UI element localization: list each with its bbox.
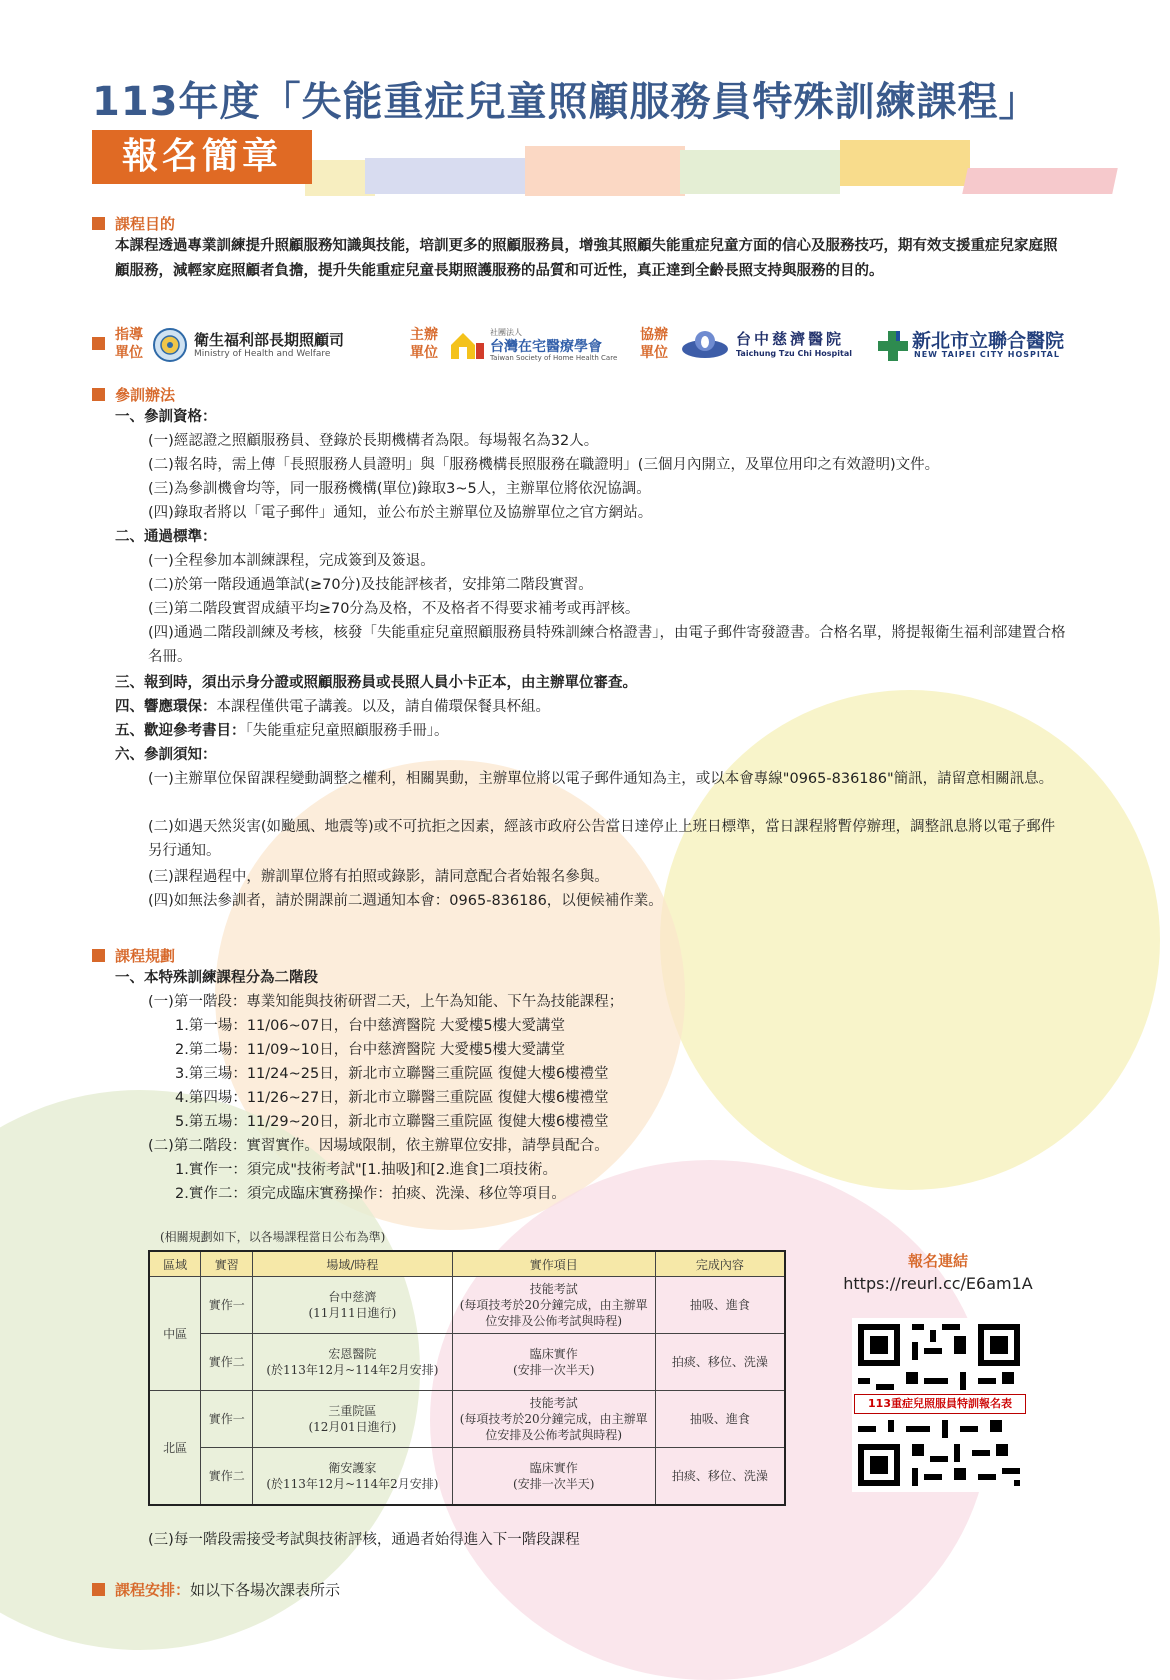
- table-note: (相關規劃如下，以各場課程當日公布為準): [160, 1230, 386, 1244]
- table-row: [149, 1334, 785, 1391]
- section-arrange-heading: 課程安排：如以下各場次課表所示: [92, 1579, 340, 1600]
- practice-schedule-table: [148, 1250, 786, 1506]
- content-cell: 拍痰、移位、洗澡: [655, 1334, 785, 1391]
- tzu-chi-logo-icon: [680, 329, 730, 359]
- method-s2-3: (三)第二階段實習成績平均≥70分為及格，不及格者不得要求補考或再評核。: [148, 601, 640, 617]
- host-unit-en: Taiwan Society of Home Health Care: [490, 354, 618, 362]
- site-cell: 台中慈濟 (11月11日進行): [253, 1277, 452, 1334]
- square-bullet-icon: [92, 949, 105, 962]
- bg-blob-yellow: [660, 690, 1160, 1190]
- item-cell: 臨床實作 (安排一次半天): [452, 1448, 655, 1506]
- session-item: 5.第五場：11/29~20日，新北市立聯醫三重院區 復健大樓6樓禮堂: [175, 1114, 609, 1130]
- item-cell: 技能考試 (每項技考於20分鐘完成，由主辦單位安排及公佈考試與時程): [452, 1277, 655, 1334]
- method-s1: 一、參訓資格：: [115, 409, 217, 425]
- table-row: [149, 1448, 785, 1506]
- co-unit-1-name: 台中慈濟醫院: [736, 330, 845, 348]
- practice-cell: 實作二: [201, 1334, 253, 1391]
- registration-badge: 報名簡章: [92, 130, 312, 184]
- ntc-hospital-cross-icon: [878, 331, 908, 361]
- co-unit-2-name: 新北市立聯合醫院: [912, 330, 1065, 352]
- method-s2-2: (二)於第一階段通過筆試(≥70分)及技能評核者，安排第二階段實習。: [148, 577, 593, 593]
- section-plan-heading: 課程規劃: [92, 945, 175, 966]
- page-title: 113年度「失能重症兒童照顧服務員特殊訓練課程」: [92, 79, 1040, 125]
- plan-p2-1: 1.實作一：須完成"技術考試"[1.抽吸]和[2.進食]二項技術。: [175, 1162, 557, 1178]
- organizer-logos: [92, 325, 1082, 365]
- method-s2-4: (四)通過二階段訓練及考核，核發「失能重症兒童照顧服務員特殊訓練合格證書」，由電子郵件寄發證書。合格名單，將提報衛生福利部建置合格名冊。: [148, 625, 1066, 665]
- header-strip-green: [680, 150, 840, 194]
- region-cell: 中區: [149, 1277, 201, 1391]
- header-strip-blue: [365, 158, 535, 194]
- practice-cell: 實作一: [201, 1391, 253, 1448]
- table-row: [149, 1277, 785, 1334]
- plan-p2: (二)第二階段：實習實作。因場域限制，依主辦單位安排，請學員配合。: [148, 1138, 609, 1154]
- mohw-logo-icon: [152, 327, 188, 363]
- method-s2: 二、通過標準：: [115, 529, 217, 545]
- guide-unit-name: 衛生福利部長期照顧司: [194, 331, 345, 349]
- co-unit-label: 協辦單位: [640, 327, 668, 361]
- session-item: 1.第一場：11/06~07日，台中慈濟醫院 大愛樓5樓大愛講堂: [175, 1018, 566, 1034]
- method-s1-2: (二)報名時，需上傳「長照服務人員證明」與「服務機構長照服務在職證明」(三個月內開立，及單位用印之有效證明)文件。: [148, 457, 940, 473]
- plan-p2-2: 2.實作二：須完成臨床實務操作：拍痰、洗澡、移位等項目。: [175, 1186, 566, 1202]
- method-s2-1: (一)全程參加本訓練課程，完成簽到及簽退。: [148, 553, 435, 569]
- method-s3: 三、報到時，須出示身分證或照顧服務員或長照人員小卡正本，由主辦單位審查。: [115, 675, 637, 691]
- item-cell: 技能考試 (每項技考於20分鐘完成，由主辦單位安排及公佈考試與時程): [452, 1391, 655, 1448]
- table-header-cell: 區域: [149, 1251, 201, 1277]
- co-unit-2-en: NEW TAIPEI CITY HOSPITAL: [914, 350, 1060, 359]
- registration-title: 報名連結: [907, 1252, 968, 1270]
- method-s1-4: (四)錄取者將以「電子郵件」通知，並公布於主辦單位及協辦單位之官方網站。: [148, 505, 653, 521]
- header-strip-pink: [962, 168, 1118, 194]
- section-purpose-heading: 課程目的: [92, 213, 175, 234]
- table-header-cell: 實作項目: [452, 1251, 655, 1277]
- arrange-text: 如以下各場次課表所示: [190, 1581, 341, 1599]
- section-method-heading: 參訓辦法: [92, 384, 175, 405]
- site-cell: 宏恩醫院 (於113年12月~114年2月安排): [253, 1334, 452, 1391]
- practice-cell: 實作一: [201, 1277, 253, 1334]
- table-header-row: [149, 1251, 785, 1277]
- practice-cell: 實作二: [201, 1448, 253, 1506]
- session-item: 4.第四場：11/26~27日，新北市立聯醫三重院區 復健大樓6樓禮堂: [175, 1090, 609, 1106]
- method-s1-3: (三)為參訓機會均等，同一服務機構(單位)錄取3~5人，主辦單位將依況協調。: [148, 481, 651, 497]
- method-s6-1: (一)主辦單位保留課程變動調整之權利，相關異動，主辦單位將以電子郵件通知為主，或以本會專線"0965-836186"簡訊，請留意相關訊息。: [148, 771, 1054, 787]
- method-s5: 五、歡迎參考書目：「失能重症兒童照顧服務手冊」。: [115, 723, 449, 739]
- method-s4: 四、響應環保：本課程僅供電子講義。以及，請自備環保餐具杯組。: [115, 699, 550, 715]
- session-item: 3.第三場：11/24~25日，新北市立聯醫三重院區 復健大樓6樓禮堂: [175, 1066, 609, 1082]
- home-health-logo-icon: [447, 329, 487, 361]
- purpose-text: 本課程透過專業訓練提升照顧服務知識與技能，培訓更多的照顧服務員，增強其照顧失能重症兒童方面的信心及服務技巧，期有效支援重症兒家庭照顧服務，減輕家庭照顧者負擔，提升失能重症兒童長期照護服務的品質和可近性，真正達到全齡長照支持與服務的目的。: [115, 238, 1058, 279]
- content-cell: 拍痰、移位、洗澡: [655, 1448, 785, 1506]
- square-bullet-icon: [92, 337, 105, 350]
- header-strip-peach: [525, 146, 685, 196]
- method-s6-4: (四)如無法參訓者，請於開課前二週通知本會：0965-836186，以便候補作業。: [148, 893, 663, 909]
- method-s6: 六、參訓須知：: [115, 747, 217, 763]
- site-cell: 三重院區 (12月01日進行): [253, 1391, 452, 1448]
- content-cell: 抽吸、進食: [655, 1277, 785, 1334]
- method-s6-2: (二)如遇天然災害(如颱風、地震等)或不可抗拒之因素，經該市政府公告當日達停止上班日標準，當日課程將暫停辦理，調整訊息將以電子郵件另行通知。: [148, 819, 1056, 859]
- table-row: [149, 1391, 785, 1448]
- host-unit-label: 主辦單位: [410, 327, 438, 361]
- co-unit-1-en: Taichung Tzu Chi Hospital: [736, 349, 852, 358]
- square-bullet-icon: [92, 217, 105, 230]
- host-unit-small: 社團法人: [490, 328, 522, 337]
- table-header-cell: 完成內容: [655, 1251, 785, 1277]
- guide-unit-en: Ministry of Health and Welfare: [194, 349, 331, 359]
- square-bullet-icon: [92, 1583, 105, 1596]
- method-s6-3: (三)課程過程中，辦訓單位將有拍照或錄影，請同意配合者始報名參與。: [148, 869, 609, 885]
- square-bullet-icon: [92, 388, 105, 401]
- session-item: 2.第二場：11/09~10日，台中慈濟醫院 大愛樓5樓大愛講堂: [175, 1042, 566, 1058]
- plan-p3: (三)每一階段需接受考試與技術評核，通過者始得進入下一階段課程: [148, 1532, 580, 1548]
- host-unit-name: 台灣在宅醫療學會: [490, 339, 602, 355]
- table-header-cell: 場域/時程: [253, 1251, 452, 1277]
- table-header-cell: 實習: [201, 1251, 253, 1277]
- plan-s1: 一、本特殊訓練課程分為二階段: [115, 970, 318, 986]
- region-cell: 北區: [149, 1391, 201, 1506]
- header-strip-gold: [840, 140, 970, 186]
- registration-link[interactable]: https://reurl.cc/E6am1A: [843, 1274, 1033, 1293]
- method-s1-1: (一)經認證之照顧服務員、登錄於長期機構者為限。每場報名為32人。: [148, 433, 599, 449]
- site-cell: 衛安護家 (於113年12月~114年2月安排): [253, 1448, 452, 1506]
- guide-unit-label: 指導單位: [115, 327, 143, 361]
- qr-code-label: 113重症兒照服員特訓報名表: [854, 1394, 1026, 1414]
- item-cell: 臨床實作 (安排一次半天): [452, 1334, 655, 1391]
- plan-p1: (一)第一階段：專業知能與技術研習二天，上午為知能、下午為技能課程；: [148, 994, 624, 1010]
- content-cell: 抽吸、進食: [655, 1391, 785, 1448]
